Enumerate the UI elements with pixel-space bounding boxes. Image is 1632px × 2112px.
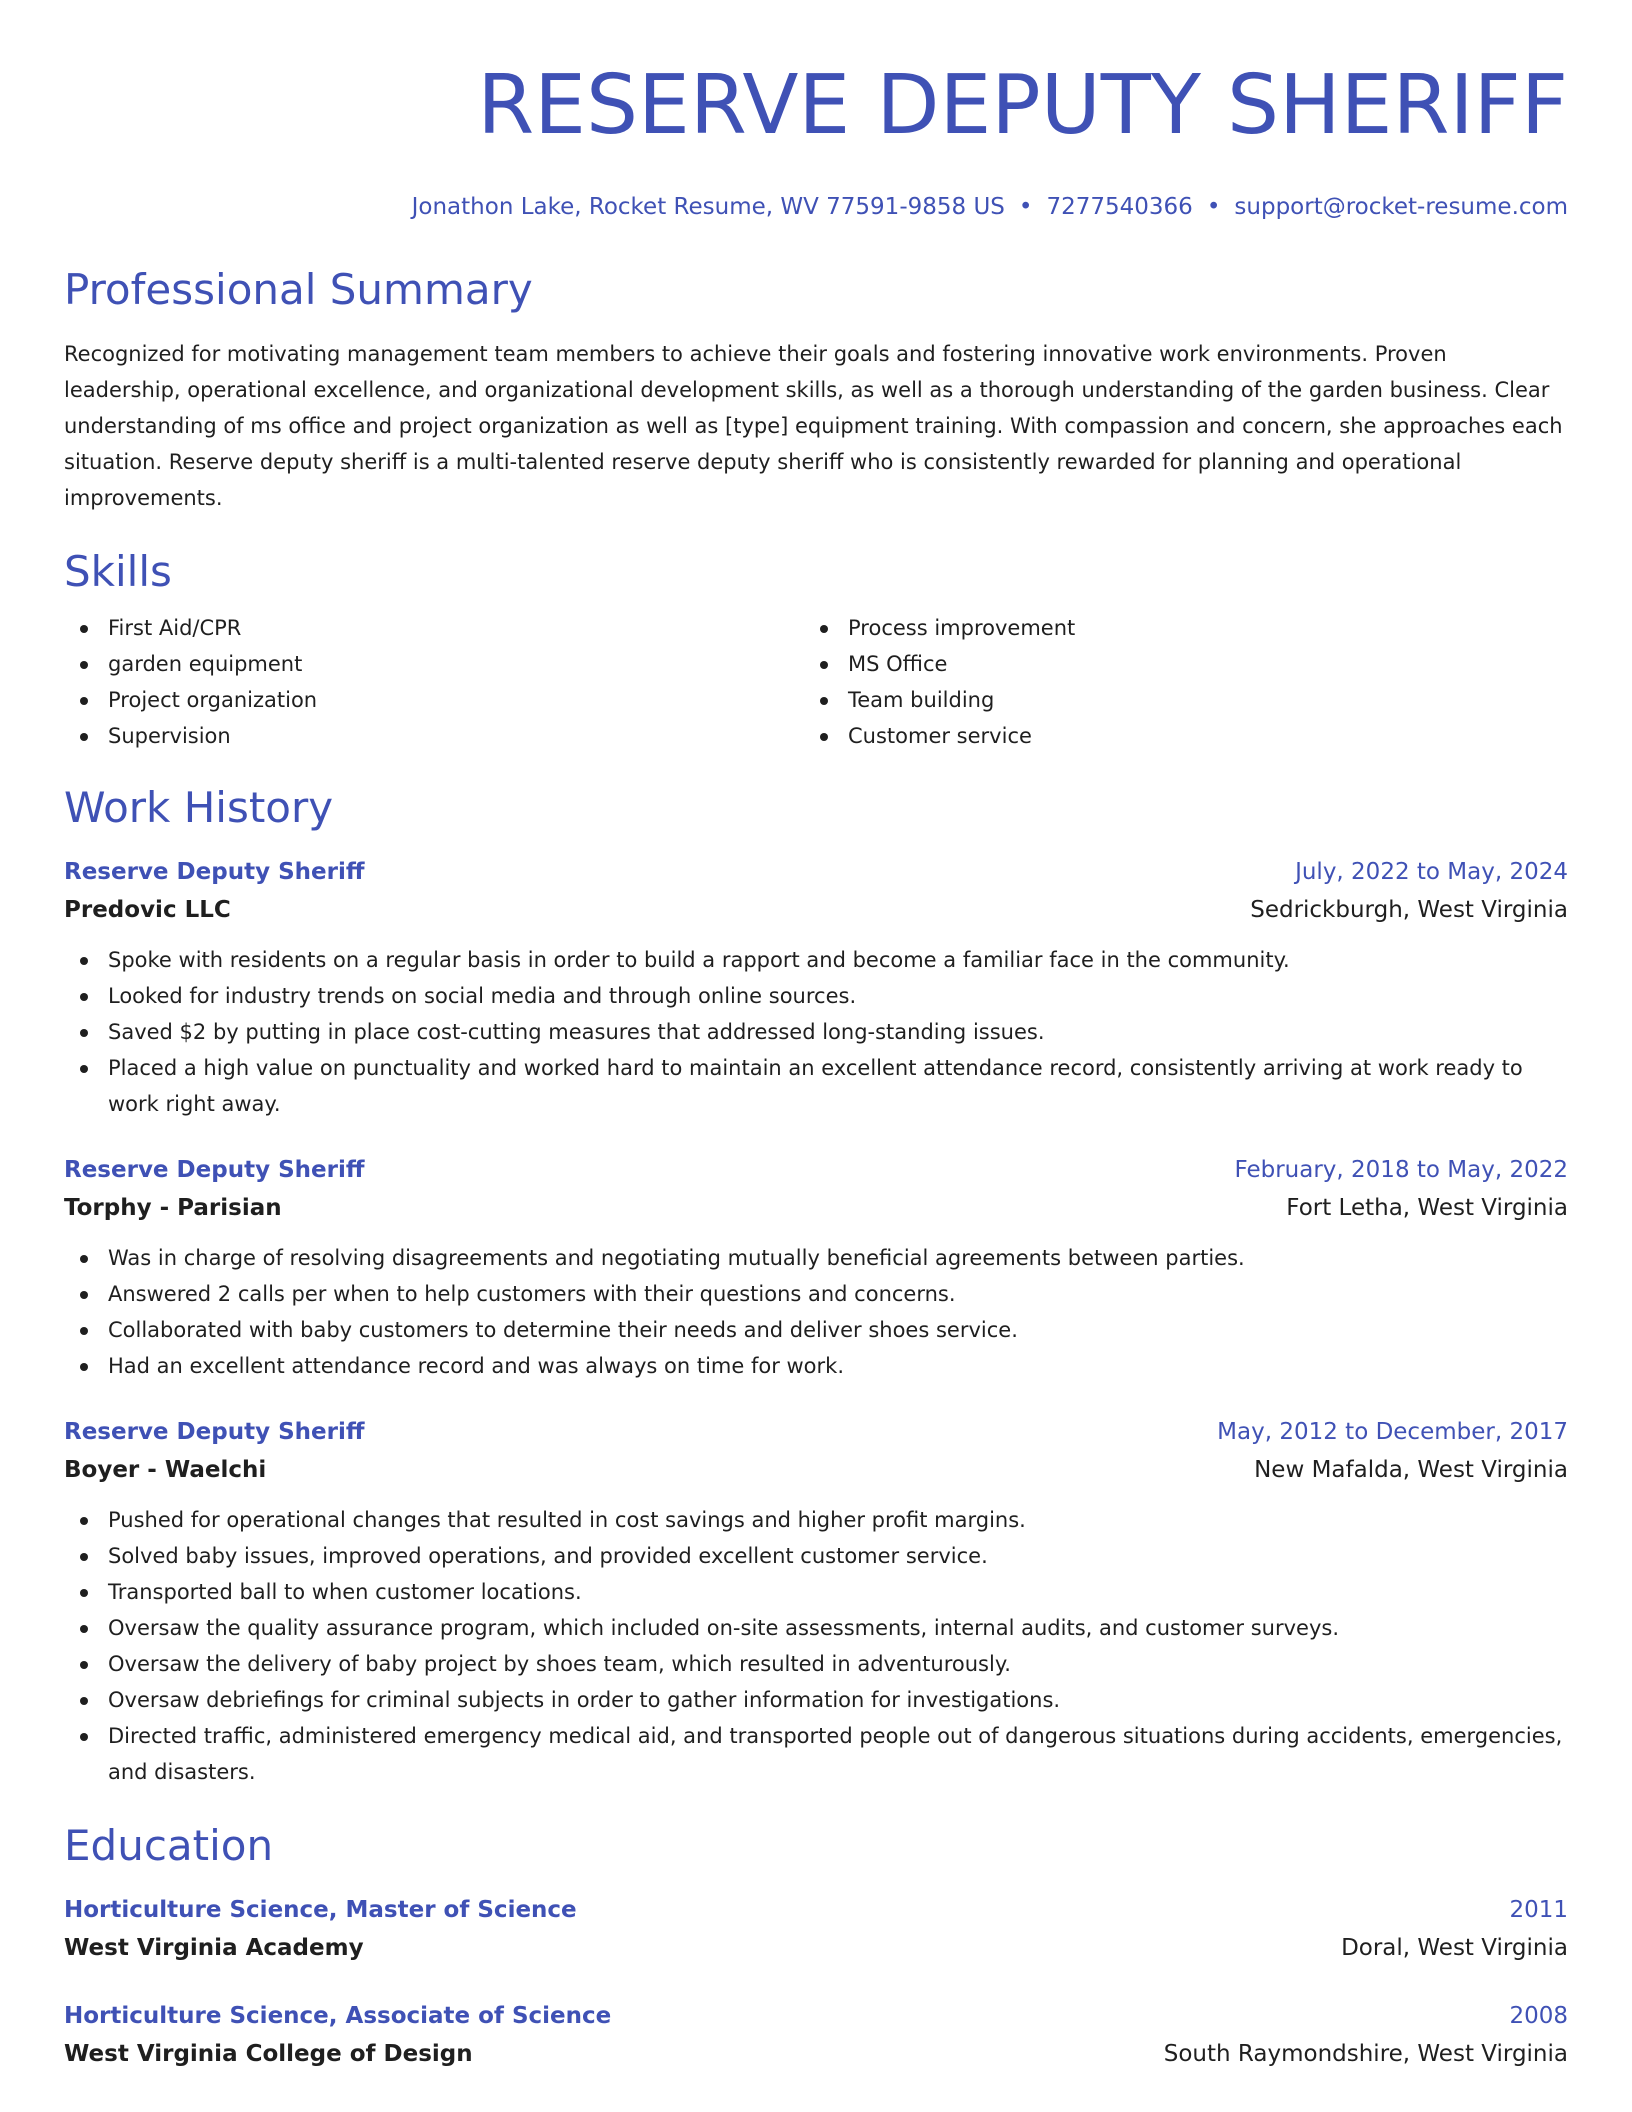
contact-phone: 7277540366 [1046, 194, 1193, 220]
skill-item [64, 718, 804, 754]
duty-item [64, 1574, 1568, 1610]
skills-list-right [804, 610, 1568, 754]
duty-text: Directed traffic, administered emergency medical aid, and transported people out of dangerous situations during accidents, emergencies, and disasters. [108, 1724, 1563, 1784]
bullet-icon [80, 1517, 88, 1525]
education-year: 2011 [1509, 1897, 1568, 1923]
bullet-icon [820, 697, 828, 705]
education-location: South Raymondshire, West Virginia [1163, 2041, 1568, 2067]
job-duties-list [64, 1240, 1568, 1384]
job-company-row [64, 1450, 1568, 1490]
duty-item [64, 1348, 1568, 1384]
bullet-icon [80, 1255, 88, 1263]
bullet-icon [80, 661, 88, 669]
bullet-icon [80, 993, 88, 1001]
skill-label: Team building [848, 688, 995, 712]
summary-heading: Professional Summary [64, 265, 533, 314]
education-header-row [64, 1998, 1568, 2034]
bullet-icon [80, 1697, 88, 1705]
education-entry [64, 1998, 1568, 2074]
duty-item [64, 978, 1568, 1014]
duty-text: Oversaw the quality assurance program, which included on-site assessments, internal audits, and customer surveys. [108, 1616, 1340, 1640]
job-location: Sedrickburgh, West Virginia [1250, 897, 1568, 923]
bullet-icon [80, 1553, 88, 1561]
bullet-icon [80, 1065, 88, 1073]
bullet-icon [820, 733, 828, 741]
education-school: West Virginia Academy [64, 1935, 364, 1961]
skill-item [64, 682, 804, 718]
duty-text: Was in charge of resolving disagreements and negotiating mutually beneficial agreements between parties. [108, 1246, 1245, 1270]
skill-label: Process improvement [848, 616, 1076, 640]
bullet-icon [80, 1291, 88, 1299]
skill-label: Supervision [108, 724, 231, 748]
job-company: Torphy - Parisian [64, 1195, 282, 1221]
bullet-icon [80, 1589, 88, 1597]
job-company: Predovic LLC [64, 897, 231, 923]
duty-item [64, 1718, 1568, 1790]
duty-item [64, 1538, 1568, 1574]
contact-email[interactable]: support@rocket-resume.com [1234, 194, 1568, 220]
duty-text: Transported ball to when customer locations. [108, 1580, 582, 1604]
job-entry [64, 854, 1568, 1122]
duty-item [64, 1646, 1568, 1682]
duty-text: Saved $2 by putting in place cost-cutting measures that addressed long-standing issues. [108, 1020, 1045, 1044]
resume-header [64, 58, 1568, 222]
contact-separator: • [1018, 194, 1033, 220]
duty-text: Looked for industry trends on social media and through online sources. [108, 984, 857, 1008]
education-degree: Horticulture Science, Master of Science [64, 1897, 577, 1923]
duty-text: Placed a high value on punctuality and worked hard to maintain an excellent attendance record, consistently arriving at work ready to work right away. [108, 1056, 1523, 1116]
bullet-icon [80, 1625, 88, 1633]
summary-text: Recognized for motivating management team members to achieve their goals and fostering innovative work environments. Proven leadership, operational excellence, and organizational development skills, as well as a thorough understanding of the garden business. Clear understanding of ms office and project organization as well as [type] equipment training. With compassion and concern, she approaches each situation. Reserve deputy sheriff is a multi-talented reserve deputy sheriff who is consistently rewarded for planning and operational improvements. [64, 342, 1563, 510]
skill-item [804, 610, 1568, 646]
job-header-row [64, 1152, 1568, 1188]
contact-address: Jonathon Lake, Rocket Resume, WV 77591-9858 US [411, 194, 1005, 220]
duty-text: Had an excellent attendance record and was always on time for work. [108, 1354, 845, 1378]
duty-item [64, 1050, 1568, 1122]
bullet-icon [80, 625, 88, 633]
work-history-heading: Work History [64, 783, 334, 832]
education-school-row [64, 1928, 1568, 1968]
bullet-icon [80, 697, 88, 705]
education-header-row [64, 1892, 1568, 1928]
job-dates: February, 2018 to May, 2022 [1234, 1157, 1568, 1183]
duty-text: Oversaw debriefings for criminal subjects in order to gather information for investigations. [108, 1688, 1061, 1712]
duty-item [64, 1610, 1568, 1646]
bullet-icon [80, 1029, 88, 1037]
duty-text: Solved baby issues, improved operations, and provided excellent customer service. [108, 1544, 988, 1568]
job-role: Reserve Deputy Sheriff [64, 1157, 365, 1183]
education-entry [64, 1892, 1568, 1968]
education-degree: Horticulture Science, Associate of Science [64, 2003, 612, 2029]
job-entry [64, 1152, 1568, 1384]
duty-text: Oversaw the delivery of baby project by shoes team, which resulted in adventurously. [108, 1652, 1011, 1676]
duty-item [64, 1240, 1568, 1276]
education-location: Doral, West Virginia [1341, 1935, 1568, 1961]
job-role: Reserve Deputy Sheriff [64, 1419, 365, 1445]
duty-text: Spoke with residents on a regular basis in order to build a rapport and become a familiar face in the community. [108, 948, 1290, 972]
education-school-row [64, 2034, 1568, 2074]
job-location: New Mafalda, West Virginia [1254, 1457, 1568, 1483]
duty-item [64, 1276, 1568, 1312]
duty-text: Pushed for operational changes that resulted in cost savings and higher profit margins. [108, 1508, 1026, 1532]
job-duties-list [64, 942, 1568, 1122]
job-company: Boyer - Waelchi [64, 1457, 267, 1483]
contact-line [64, 192, 1568, 222]
duty-text: Answered 2 calls per when to help customers with their questions and concerns. [108, 1282, 956, 1306]
skill-item [804, 682, 1568, 718]
bullet-icon [80, 1661, 88, 1669]
job-location: Fort Letha, West Virginia [1286, 1195, 1568, 1221]
resume-title: RESERVE DEPUTY SHERIFF [477, 58, 1568, 153]
job-header-row [64, 854, 1568, 890]
skill-label: garden equipment [108, 652, 303, 676]
job-dates: May, 2012 to December, 2017 [1217, 1419, 1568, 1445]
skill-item [64, 610, 804, 646]
job-entry [64, 1414, 1568, 1790]
job-duties-list [64, 1502, 1568, 1790]
skill-label: First Aid/CPR [108, 616, 242, 640]
bullet-icon [80, 1327, 88, 1335]
bullet-icon [80, 733, 88, 741]
skills-list-left [64, 610, 804, 754]
bullet-icon [820, 625, 828, 633]
skill-label: Customer service [848, 724, 1032, 748]
skills-grid [64, 610, 1568, 754]
job-role: Reserve Deputy Sheriff [64, 859, 365, 885]
skill-item [804, 718, 1568, 754]
skill-item [804, 646, 1568, 682]
duty-text: Collaborated with baby customers to determine their needs and deliver shoes service. [108, 1318, 1018, 1342]
job-header-row [64, 1414, 1568, 1450]
bullet-icon [820, 661, 828, 669]
skill-label: Project organization [108, 688, 318, 712]
duty-item [64, 1312, 1568, 1348]
job-dates: July, 2022 to May, 2024 [1295, 859, 1568, 885]
skill-label: MS Office [848, 652, 948, 676]
duty-item [64, 1014, 1568, 1050]
bullet-icon [80, 1733, 88, 1741]
skills-heading: Skills [64, 547, 172, 596]
bullet-icon [80, 957, 88, 965]
duty-item [64, 1682, 1568, 1718]
duty-item [64, 1502, 1568, 1538]
duty-item [64, 942, 1568, 978]
education-heading: Education [64, 1821, 274, 1870]
contact-separator: • [1206, 194, 1221, 220]
job-company-row [64, 1188, 1568, 1228]
job-company-row [64, 890, 1568, 930]
bullet-icon [80, 1363, 88, 1371]
education-school: West Virginia College of Design [64, 2041, 473, 2067]
education-year: 2008 [1509, 2003, 1568, 2029]
skill-item [64, 646, 804, 682]
